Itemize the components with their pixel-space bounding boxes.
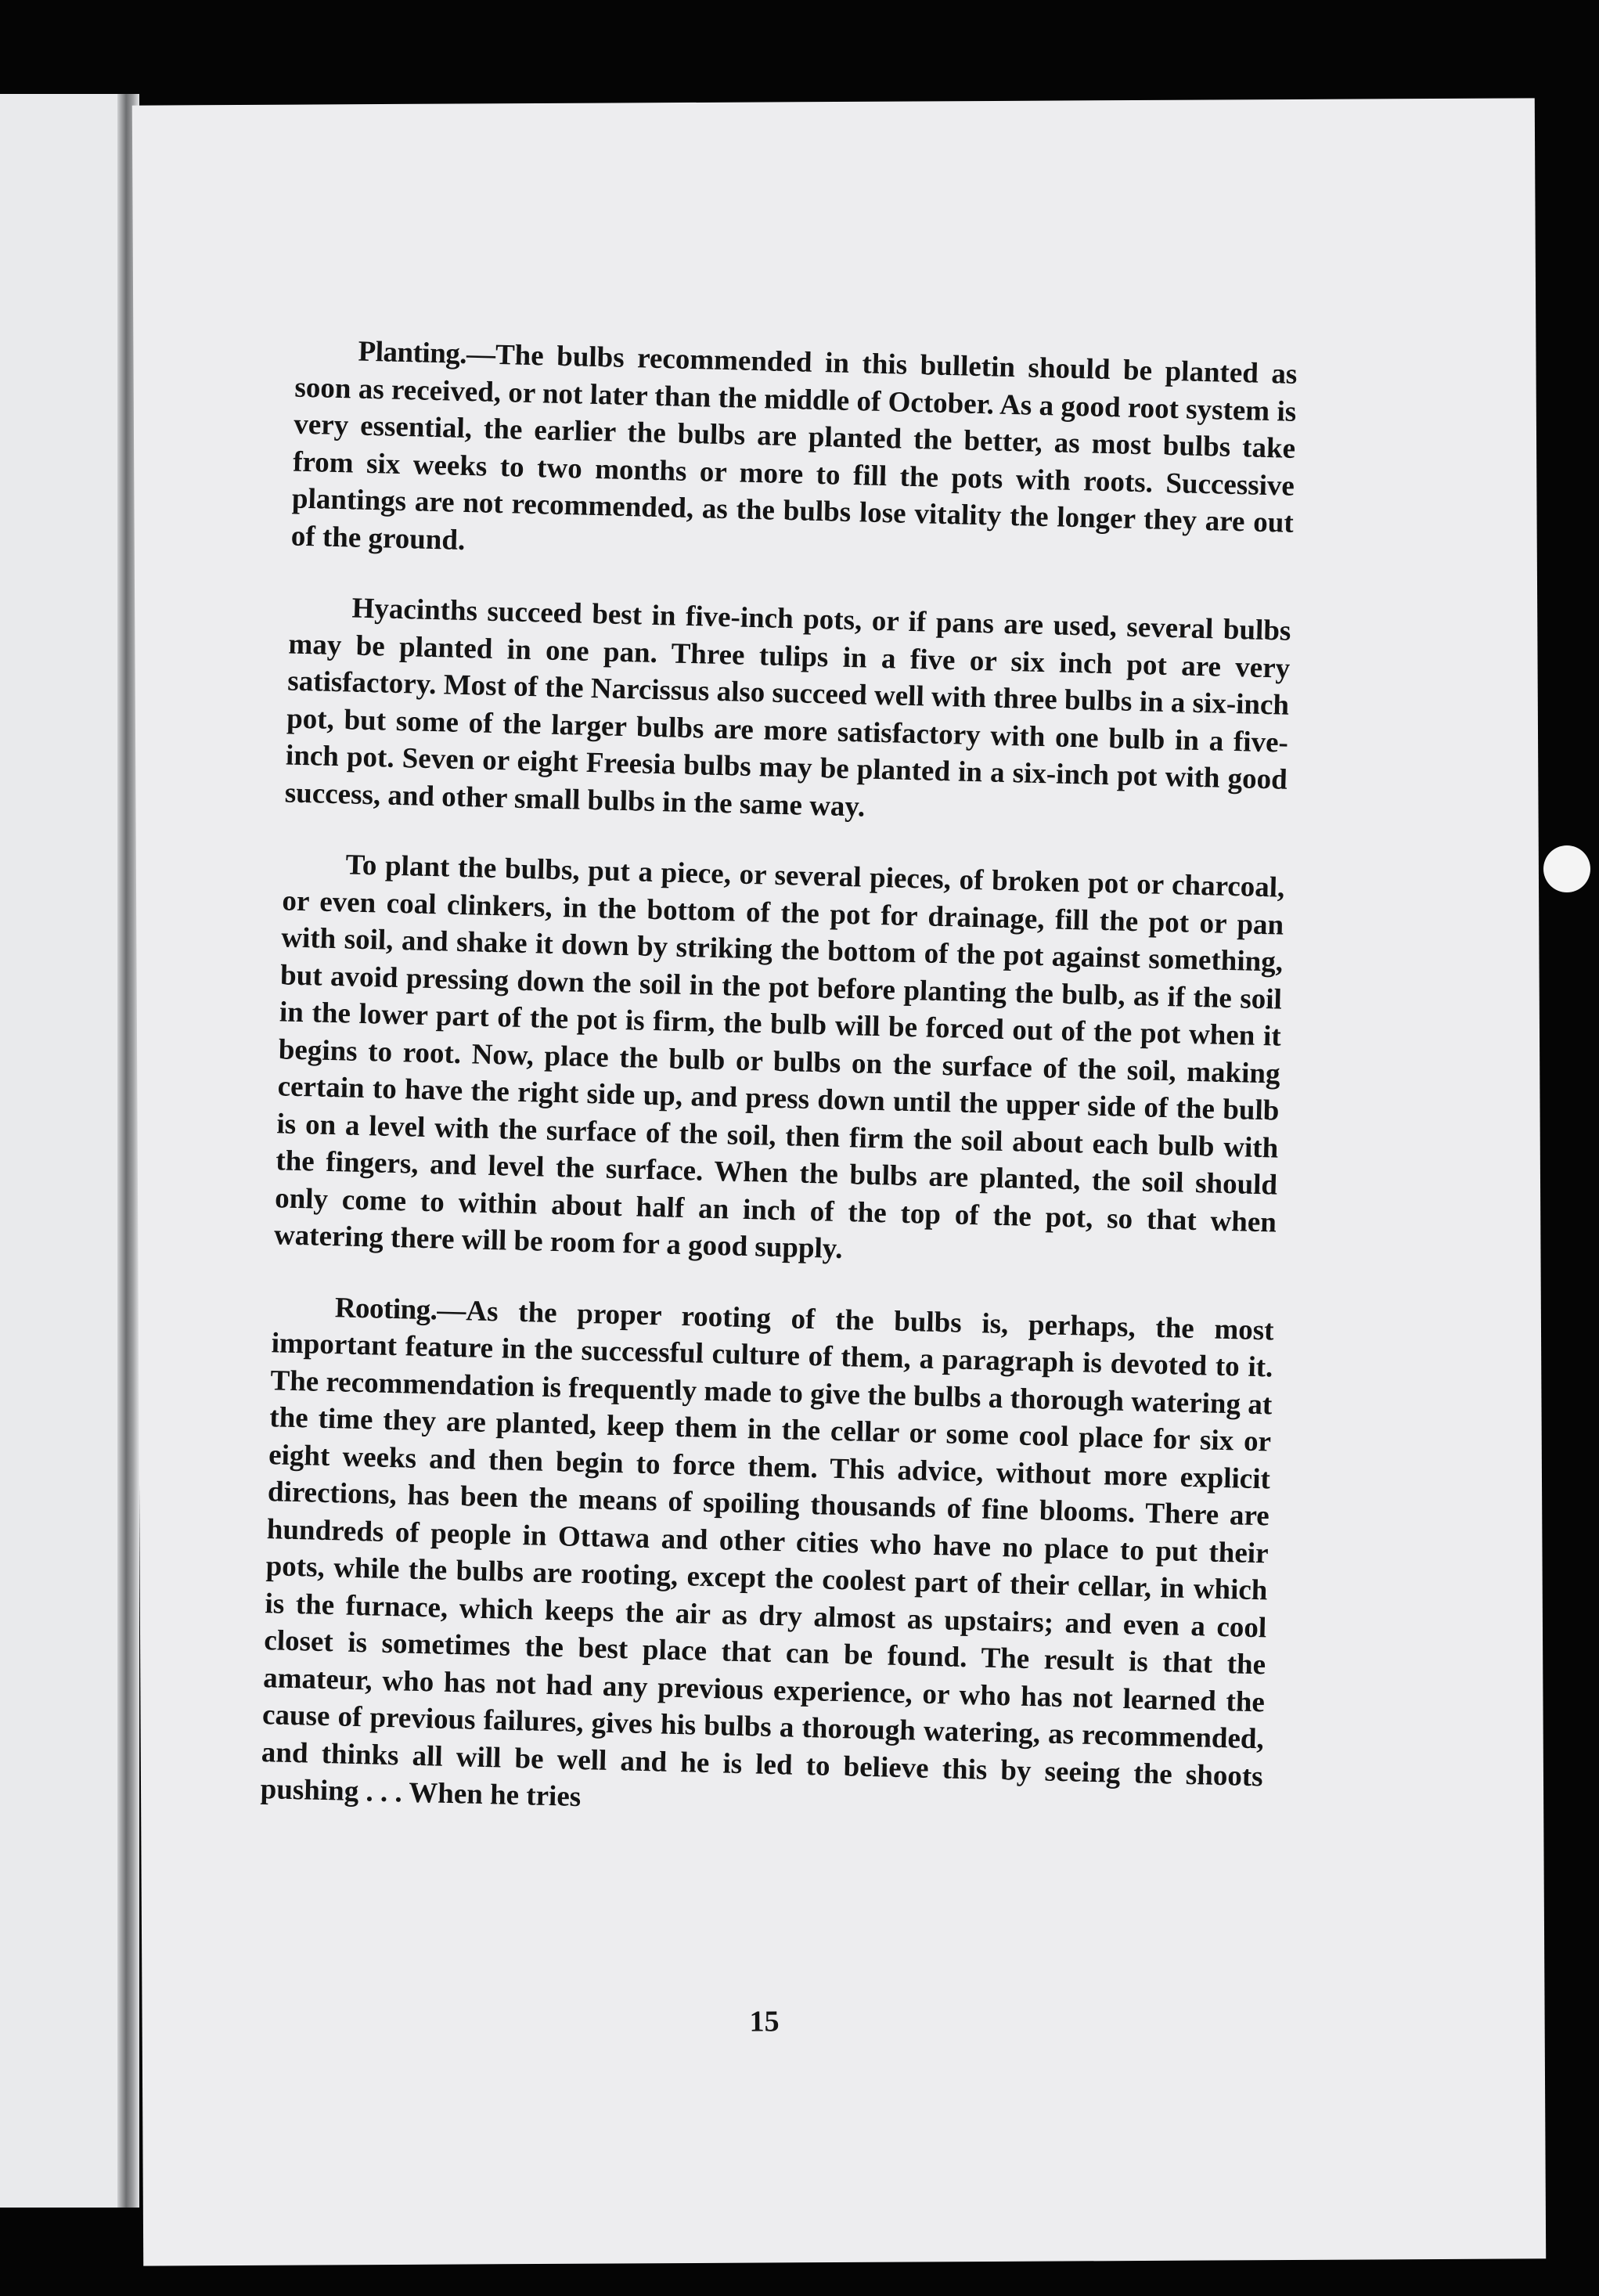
scan-artifact	[1543, 845, 1590, 892]
paragraph-planting	[290, 332, 1298, 579]
bulletin-page	[132, 98, 1546, 2265]
paragraph-text: —As the proper rooting of the bulbs is, perhaps, the most important feature in the successful culture of them, a paragraph is devoted to it. The recommendation is frequently made to give the bulbs a thorough watering at the time they are planted, keep them in the cellar or some cool place for six or eight weeks and then begin to force them. This advice, without more explicit directions, has been the means of spoiling thousands of fine blooms. There are hundreds of people in Ottawa and other cities who have no place to put their pots, while the bulbs are rooting, except the coolest part of their cellar, in which is the furnace, which keeps the air as dry almost as upstairs; and even a cool closet is sometimes the best place that can be found. The result is that the amateur, who has not had any previous experience, or who has not learned the cause of previous failures, gives his bulbs a thorough watering, as recommended, and thinks all will be well and he is led to believe this by seeing the shoots pushing . . . When he tries	[260, 1293, 1275, 1814]
paragraph-rooting	[260, 1288, 1274, 1833]
paragraph-text: To plant the bulbs, put a piece, or several pieces, of broken pot or charcoal, or even coal clinkers, in the bottom of the pot for drainage, fill the pot or pan with soil, and shake it down by striking the bottom of the pot against something, but avoid pressing down the soil in the pot before planting the bulb, as if the soil in the lower part of the pot is firm, the bulb will be forced out of the pot when it begins to root. Now, place the bulb or bulbs on the surface of the soil, making certain to have the right side up, and press down until the upper side of the bulb is on a level with the surface of the soil, then firm the soil about each bulb with the fingers, and level the surface. When the bulbs are planted, the soil should only come to within about half an inch of the top of the pot, so that when watering there will be room for a good supply.	[273, 849, 1285, 1266]
facing-page-edge	[0, 94, 125, 2208]
section-heading-planting: Planting.	[358, 335, 467, 370]
body-text	[259, 332, 1298, 1866]
paragraph-text: —The bulbs recommended in this bulletin should be planted as soon as received, or not later than the middle of October. As a good root system is very essential, the earlier the bulbs are planted the better, as most bulbs take from six weeks to two months or more to fill the pots with roots. Successive plantings are not recommended, as the bulbs lose vitality the longer they are out of the ground.	[290, 337, 1298, 557]
page-number: 15	[749, 2005, 780, 2038]
paragraph-text: Hyacinths succeed best in five-inch pots, or if pans are used, several bulbs may be planted in one pan. Three tulips in a five or six inch pot are very satisfactory. Most of the Narcissus also succeed well with three bulbs in a six-inch pot, but some of the larger bulbs are more satisfactory with one bulb in a five-inch pot. Seven or eight Freesia bulbs may be planted in a six-inch pot with good success, and other small bulbs in the same way.	[284, 592, 1291, 824]
paragraph-planting-method	[274, 845, 1285, 1278]
paragraph-pot-sizes	[284, 589, 1291, 836]
section-heading-rooting: Rooting.	[334, 1291, 438, 1326]
